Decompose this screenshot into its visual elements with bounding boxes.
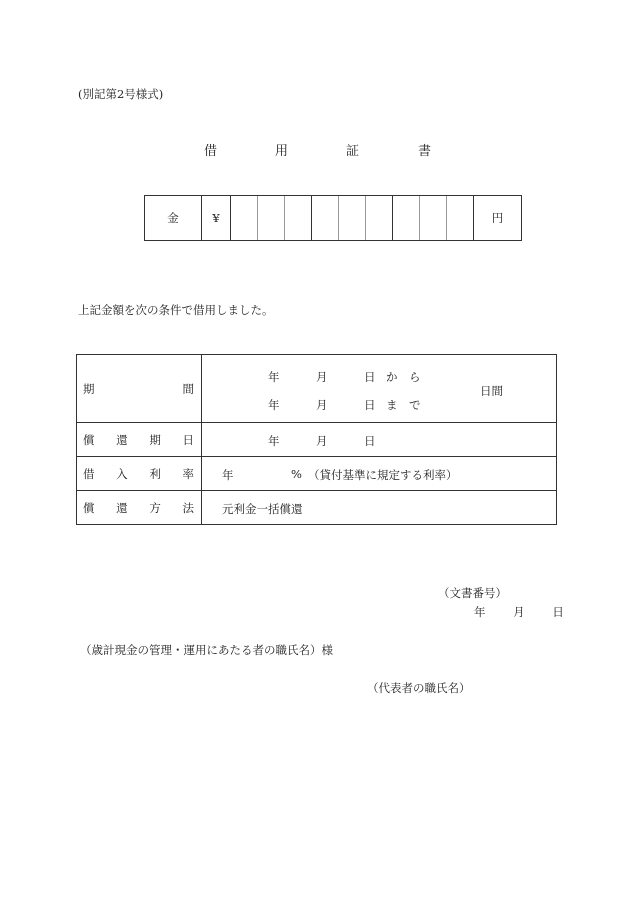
- amount-digit-cell[interactable]: [338, 196, 365, 240]
- title-char-1: 借: [204, 144, 218, 159]
- repayment-date-label-cell: [77, 423, 202, 457]
- method-label-char: 方: [149, 500, 161, 515]
- interest-label-char: 利: [149, 466, 161, 481]
- interest-value-cell[interactable]: [202, 457, 557, 491]
- repayment-day: 日: [364, 434, 376, 448]
- interest-note: （貸付基準に規定する利率）: [308, 468, 458, 482]
- title-char-2: 用: [275, 144, 289, 159]
- amount-unit-cell: [473, 196, 521, 240]
- amount-yen-sign: ¥: [212, 211, 220, 225]
- period-label-char: 期: [83, 381, 95, 396]
- amount-kin-label: 金: [167, 211, 179, 225]
- period-to-day: 日: [364, 398, 376, 412]
- repayment-date-label-char: 日: [182, 432, 194, 447]
- period-to-suffix: ま で: [386, 398, 421, 412]
- period-to-year: 年: [268, 398, 280, 412]
- interest-year: 年: [222, 468, 234, 482]
- interest-percent: %: [291, 467, 302, 481]
- repayment-date-label-char: 期: [149, 432, 161, 447]
- amount-box: [144, 195, 522, 241]
- conditions-table: [76, 354, 557, 525]
- amount-digit-cell[interactable]: [257, 196, 284, 240]
- period-row: [77, 355, 557, 423]
- method-label-cell: [77, 491, 202, 525]
- interest-label-char: 率: [182, 466, 194, 481]
- repayment-month: 月: [316, 434, 328, 448]
- date-day: 日: [552, 605, 564, 619]
- period-label-cell: [77, 355, 202, 423]
- period-to-month: 月: [316, 398, 328, 412]
- addressee: （歳計現金の管理・運用にあたる者の職氏名）様: [80, 643, 333, 657]
- period-from-suffix: か ら: [386, 370, 421, 384]
- amount-digit-cell[interactable]: [392, 196, 419, 240]
- method-label-char: 法: [182, 500, 194, 515]
- date-line: [474, 604, 564, 620]
- interest-label-char: 借: [83, 466, 95, 481]
- doc-number: （文書番号）: [438, 586, 507, 600]
- date-month: 月: [513, 605, 525, 619]
- intro-text: 上記金額を次の条件で借用しました。: [78, 303, 274, 317]
- interest-label-cell: [77, 457, 202, 491]
- amount-unit-label: 円: [491, 211, 504, 225]
- repayment-date-label-char: 償: [83, 432, 95, 447]
- method-label-char: 償: [83, 500, 95, 515]
- form-label: (別記第2号様式): [78, 87, 164, 101]
- interest-row: [77, 457, 557, 491]
- repayment-date-row: [77, 423, 557, 457]
- amount-kin-cell: [145, 196, 201, 240]
- method-row: [77, 491, 557, 525]
- representative-name: （代表者の職氏名）: [367, 681, 471, 695]
- repayment-date-label-char: 還: [116, 432, 128, 447]
- amount-digit-cell[interactable]: [230, 196, 257, 240]
- period-from-year: 年: [268, 370, 280, 384]
- amount-digit-cell[interactable]: [311, 196, 338, 240]
- amount-digit-cell[interactable]: [365, 196, 392, 240]
- amount-digit-cell[interactable]: [419, 196, 446, 240]
- period-label-char: 間: [182, 381, 194, 396]
- period-days: 日間: [480, 384, 503, 398]
- title-char-4: 書: [418, 144, 432, 159]
- method-value-cell: [202, 491, 557, 525]
- interest-label-char: 入: [116, 466, 128, 481]
- amount-yen-cell: [201, 196, 230, 240]
- amount-digit-cell[interactable]: [284, 196, 311, 240]
- title-char-3: 証: [346, 144, 360, 159]
- repayment-date-value-cell[interactable]: [202, 423, 557, 457]
- amount-digit-cell[interactable]: [446, 196, 473, 240]
- period-from-day: 日: [364, 370, 376, 384]
- method-label-char: 還: [116, 500, 128, 515]
- date-year: 年: [474, 605, 486, 619]
- method-value: 元利金一括償還: [222, 502, 303, 516]
- repayment-year: 年: [268, 434, 280, 448]
- period-value-cell[interactable]: [202, 355, 557, 423]
- period-from-month: 月: [316, 370, 328, 384]
